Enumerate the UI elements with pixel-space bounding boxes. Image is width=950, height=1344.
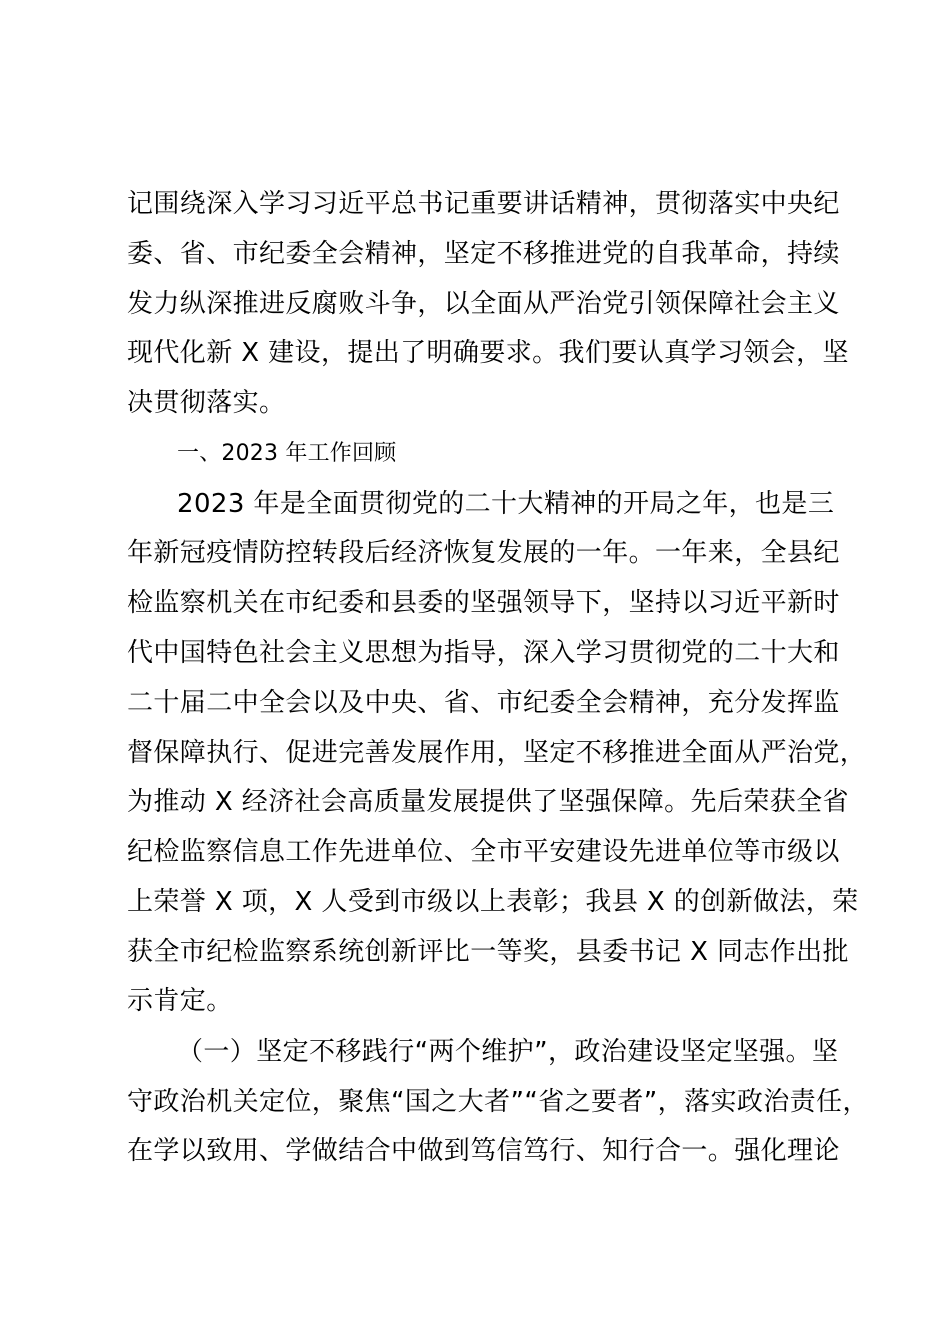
body-text-line: 决贯彻落实。 [127, 388, 286, 418]
body-text-line: 守政治机关定位，聚焦“国之大者”“省之要者”，落实政治责任， [127, 1087, 869, 1117]
body-text-line: 获全市纪检监察系统创新评比一等奖，县委书记 X 同志作出批 [127, 937, 849, 967]
body-text-line: 为推动 X 经济社会高质量发展提供了坚强保障。先后荣获全省 [127, 787, 849, 817]
body-text-line: 代中国特色社会主义思想为指导，深入学习贯彻党的二十大和 [127, 638, 840, 668]
body-text-line: 委、省、市纪委全会精神，坚定不移推进党的自我革命，持续 [127, 239, 840, 269]
body-text-line: 上荣誉 X 项，X 人受到市级以上表彰；我县 X 的创新做法，荣 [127, 887, 859, 917]
body-text-line: 二十届二中全会以及中央、省、市纪委全会精神，充分发挥监 [127, 688, 840, 718]
body-text-line: 督保障执行、促进完善发展作用，坚定不移推进全面从严治党， [127, 738, 867, 768]
body-text-line: 现代化新 X 建设，提出了明确要求。我们要认真学习领会，坚 [127, 338, 849, 368]
body-text-line: 在学以致用、学做结合中做到笃信笃行、知行合一。强化理论 [127, 1136, 840, 1166]
body-text-line: 纪检监察信息工作先进单位、全市平安建设先进单位等市级以 [127, 837, 840, 867]
body-text-line: 记围绕深入学习习近平总书记重要讲话精神，贯彻落实中央纪 [127, 189, 840, 219]
body-text-line: 发力纵深推进反腐败斗争，以全面从严治党引领保障社会主义 [127, 289, 840, 319]
section-heading: 一、2023 年工作回顾 [177, 441, 397, 466]
body-text-line: 检监察机关在市纪委和县委的坚强领导下，坚持以习近平新时 [127, 588, 840, 618]
body-text-line: 2023 年是全面贯彻党的二十大精神的开局之年，也是三 [177, 489, 835, 519]
body-text-line: 示肯定。 [127, 986, 233, 1016]
body-text-line: 年新冠疫情防控转段后经济恢复发展的一年。一年来，全县纪 [127, 538, 840, 568]
subsection-heading-line: （一）坚定不移践行“两个维护”，政治建设坚定坚强。坚 [177, 1037, 839, 1067]
